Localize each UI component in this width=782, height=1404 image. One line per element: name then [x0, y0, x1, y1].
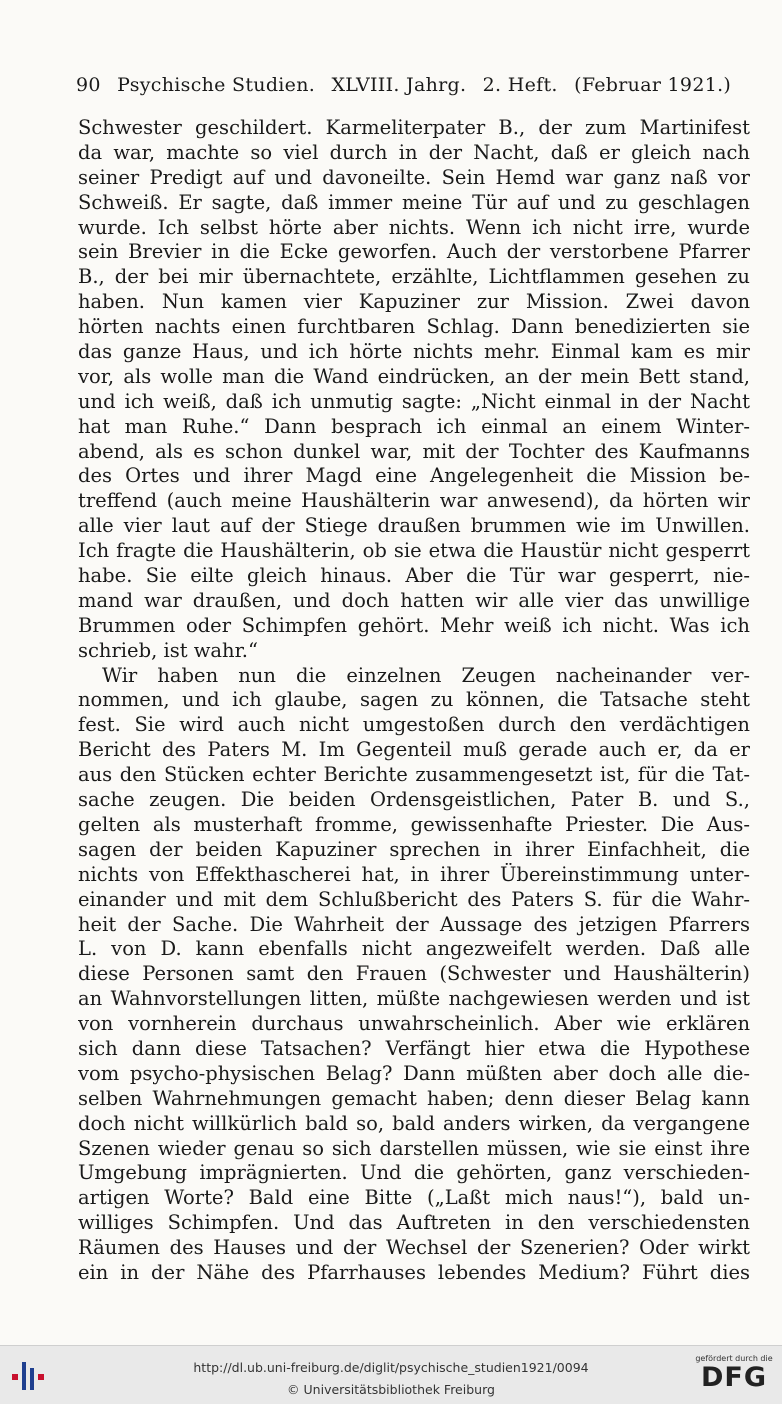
text-line: sich dann diese Tatsachen? Verfängt hier etwa die Hypothese: [78, 1036, 750, 1060]
text-line: seiner Predigt auf und davoneilte. Sein Hemd war ganz naß vor: [78, 165, 750, 189]
journal-title: Psychische Studien.: [117, 74, 316, 96]
text-line: schrieb, ist wahr.“: [78, 638, 258, 662]
text-line: B., der bei mir übernachtete, erzählte, Lichtflammen gesehen zu: [78, 265, 750, 289]
source-url[interactable]: http://dl.ub.uni-freiburg.de/diglit/psychische_studien1921/0094: [193, 1360, 589, 1375]
text-line: fest. Sie wird auch nicht umgestoßen durch den verdächtigen: [78, 713, 750, 737]
text-line: von vornherein durchaus unwahrscheinlich. Aber wie erklären: [78, 1012, 750, 1036]
text-line: und ich weiß, daß ich unmutig sagte: „Nicht einmal in der Nacht: [78, 389, 750, 413]
text-line: hat man Ruhe.“ Dann besprach ich einmal an einem Winter-: [78, 414, 750, 438]
text-line: vor, als wolle man die Wand eindrücken, an der mein Bett stand,: [78, 364, 750, 388]
text-line: sache zeugen. Die beiden Ordensgeistlichen, Pater B. und S.,: [78, 788, 750, 812]
text-line: haben. Nun kamen vier Kapuziner zur Mission. Zwei davon: [78, 290, 750, 314]
text-line: Schwester geschildert. Karmeliterpater B., der zum Martinifest: [78, 116, 750, 139]
text-line: ein in der Nähe des Pfarrhauses lebendes Medium? Führt dies: [78, 1260, 750, 1284]
volume: XLVIII. Jahrg.: [331, 74, 467, 96]
issue-date: (Februar 1921.): [574, 74, 732, 96]
text-line: wurde. Ich selbst hörte aber nichts. Wenn ich nicht irre, wurde: [78, 215, 750, 239]
issue: 2. Heft.: [482, 74, 558, 96]
text-line: alle vier laut auf der Stiege draußen brummen wie im Unwillen.: [78, 514, 750, 538]
text-line: Bericht des Paters M. Im Gegenteil muß gerade auch er, da er: [78, 738, 750, 762]
text-line: sagen der beiden Kapuziner sprechen in ihrer Einfachheit, die: [78, 837, 750, 861]
text-line: da war, machte so viel durch in der Nacht, daß er gleich nach: [78, 140, 750, 164]
text-line: aus den Stücken echter Berichte zusammengesetzt ist, für die Tat-: [78, 763, 750, 787]
text-line: Umgebung imprägnierten. Und die gehörten, ganz verschieden-: [78, 1161, 750, 1185]
text-line: habe. Sie eilte gleich hinaus. Aber die Tür war gesperrt, nie-: [78, 564, 750, 588]
text-line: Szenen wieder genau so sich darstellen müssen, wie sie einst ihre: [78, 1136, 750, 1160]
text-line: hörten nachts einen furchtbaren Schlag. Dann benedizierten sie: [78, 315, 750, 339]
text-line: Schweiß. Er sagte, daß immer meine Tür auf und zu geschlagen: [78, 190, 750, 214]
text-line: heit der Sache. Die Wahrheit der Aussage des jetzigen Pfarrers: [78, 912, 750, 936]
text-line: doch nicht willkürlich bald so, bald anders wirken, da vergangene: [78, 1111, 750, 1135]
text-line: vom psycho-physischen Belag? Dann müßten aber doch alle die-: [78, 1061, 750, 1085]
text-line: nommen, und ich glaube, sagen zu können, die Tatsache steht: [78, 688, 750, 712]
text-line: Räumen des Hauses und der Wechsel der Szenerien? Oder wirkt: [78, 1236, 750, 1260]
text-line: des Ortes und ihrer Magd eine Angelegenheit die Mission be-: [78, 464, 750, 488]
text-line: gelten als musterhaft fromme, gewissenhafte Priester. Die Aus-: [78, 812, 750, 836]
text-line: artigen Worte? Bald eine Bitte („Laßt mich naus!“), bald un-: [78, 1186, 750, 1210]
text-line: L. von D. kann ebenfalls nicht angezweifelt werden. Daß alle: [78, 937, 750, 961]
text-line: nichts von Effekthascherei hat, in ihrer Übereinstimmung unter-: [78, 862, 750, 886]
text-line: einander und mit dem Schlußbericht des Paters S. für die Wahr-: [78, 887, 750, 911]
text-line: abend, als es schon dunkel war, mit der Tochter des Kaufmanns: [78, 439, 750, 463]
text-line: Ich fragte die Haushälterin, ob sie etwa die Haustür nicht gesperrt: [78, 539, 750, 563]
text-line: treffend (auch meine Haushälterin war anwesend), da hörten wir: [78, 489, 750, 513]
copyright-notice: © Universitätsbibliothek Freiburg: [287, 1382, 495, 1397]
text-line: diese Personen samt den Frauen (Schwester und Haushälterin): [78, 962, 750, 986]
text-line: sein Brevier in die Ecke geworfen. Auch der verstorbene Pfarrer: [78, 240, 750, 264]
text-line: das ganze Haus, und ich hörte nichts mehr. Einmal kam es mir: [78, 340, 750, 364]
text-line: an Wahnvorstellungen litten, müßte nachgewiesen werden und ist: [78, 987, 750, 1011]
text-line: mand war draußen, und doch hatten wir alle vier das unwillige: [78, 588, 750, 612]
viewer-footer: [0, 1345, 782, 1404]
body-text: [78, 116, 750, 1286]
page-header: [76, 74, 756, 96]
text-line: Wir haben nun die einzelnen Zeugen nacheinander ver-: [102, 663, 750, 687]
text-line: williges Schimpfen. Und das Auftreten in den verschiedensten: [78, 1211, 750, 1235]
dfg-wordmark: DFG: [700, 1362, 768, 1393]
text-line: selben Wahrnehmungen gemacht haben; denn dieser Belag kann: [78, 1086, 750, 1110]
dfg-tagline: gefördert durch die: [695, 1354, 773, 1363]
page-number: 90: [76, 74, 101, 96]
text-line: Brummen oder Schimpfen gehört. Mehr weiß ich nicht. Was ich: [78, 613, 750, 637]
dfg-logo: [694, 1354, 774, 1398]
